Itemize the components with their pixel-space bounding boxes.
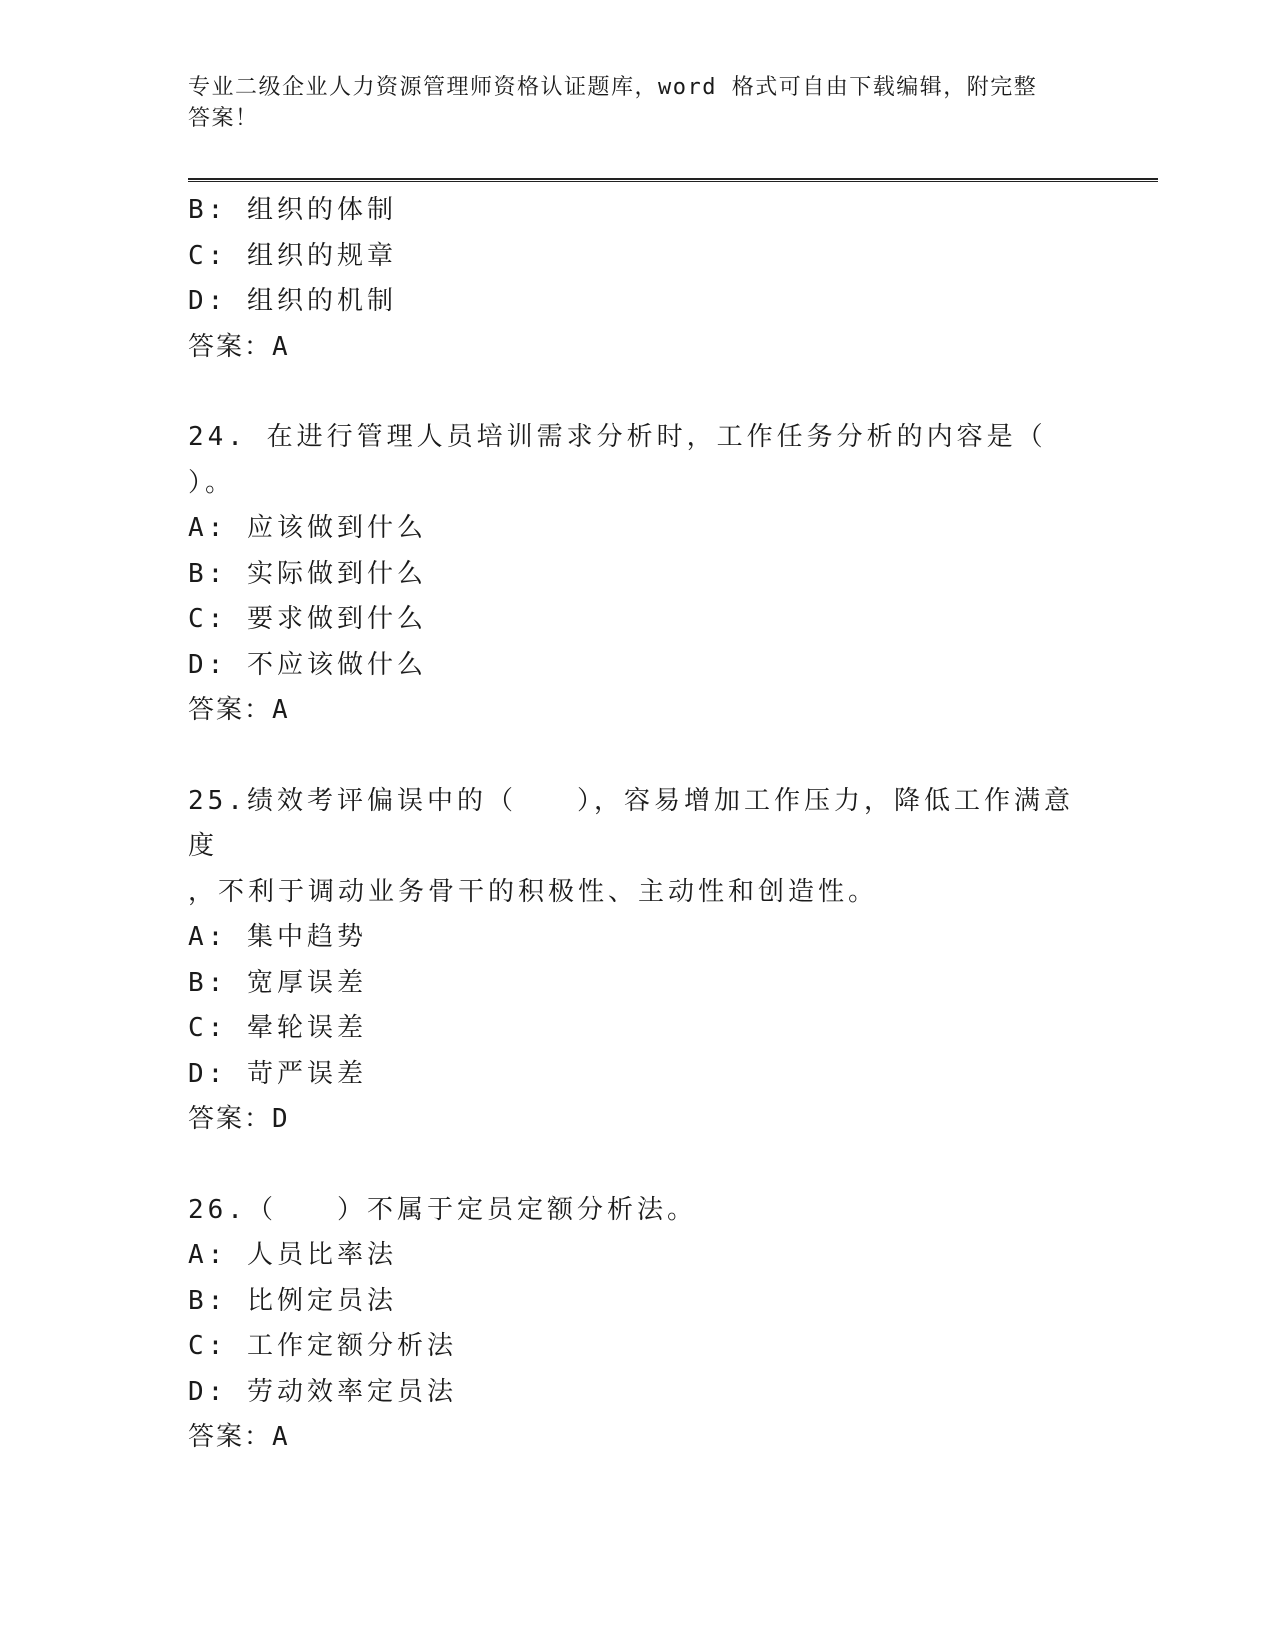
option-text: 实际做到什么 bbox=[246, 558, 427, 589]
option-a bbox=[188, 915, 1088, 961]
option-text: 组织的体制 bbox=[246, 195, 397, 225]
option-d bbox=[188, 1052, 1088, 1098]
answer-line bbox=[188, 1415, 1088, 1461]
option-b bbox=[188, 1279, 1088, 1325]
question-stem: 26.（ ）不属于定员定额分析法。 bbox=[188, 1194, 697, 1225]
option-label: B: bbox=[188, 558, 228, 589]
question-stem: ，不利于调动业务骨干的积极性、主动性和创造性。 bbox=[188, 876, 879, 907]
answer-label: 答案： bbox=[188, 331, 273, 362]
option-d bbox=[188, 643, 1088, 689]
page-header bbox=[188, 72, 1088, 134]
option-label: A: bbox=[188, 1240, 228, 1270]
option-b bbox=[188, 961, 1088, 1007]
option-label: A: bbox=[188, 922, 228, 952]
option-d bbox=[188, 279, 1088, 325]
option-text: 组织的规章 bbox=[246, 240, 397, 271]
option-c bbox=[188, 234, 1088, 280]
header-line-2: 答案！ bbox=[188, 106, 259, 131]
answer-label: 答案： bbox=[188, 695, 273, 725]
question-24 bbox=[188, 415, 1088, 734]
answer-label: 答案： bbox=[188, 1104, 273, 1134]
option-text: 宽厚误差 bbox=[246, 967, 367, 998]
option-text: 组织的机制 bbox=[246, 286, 397, 316]
option-text: 晕轮误差 bbox=[246, 1013, 367, 1043]
option-text: 要求做到什么 bbox=[246, 604, 427, 634]
option-text: 应该做到什么 bbox=[246, 513, 427, 543]
answer-value: A bbox=[272, 331, 288, 362]
option-a bbox=[188, 1233, 1088, 1279]
option-label: B: bbox=[188, 1285, 228, 1316]
option-text: 劳动效率定员法 bbox=[246, 1376, 457, 1407]
option-label: B: bbox=[188, 195, 228, 225]
option-label: D: bbox=[188, 286, 228, 316]
option-text: 人员比率法 bbox=[246, 1240, 397, 1270]
option-text: 比例定员法 bbox=[246, 1285, 397, 1316]
option-label: C: bbox=[188, 1013, 228, 1043]
option-c bbox=[188, 597, 1088, 643]
answer-line bbox=[188, 688, 1088, 734]
question-stem: ）。 bbox=[188, 467, 236, 498]
option-label: D: bbox=[188, 1376, 228, 1407]
option-label: A: bbox=[188, 513, 228, 543]
option-c bbox=[188, 1324, 1088, 1370]
answer-value: A bbox=[272, 1422, 288, 1452]
document-body bbox=[188, 188, 1088, 1461]
option-label: B: bbox=[188, 967, 228, 998]
answer-value: A bbox=[272, 695, 288, 725]
question-26 bbox=[188, 1188, 1088, 1461]
continued-question-block bbox=[188, 188, 1088, 370]
option-text: 集中趋势 bbox=[246, 922, 367, 952]
answer-value: D bbox=[272, 1104, 288, 1134]
option-c bbox=[188, 1006, 1088, 1052]
header-line-1: 专业二级企业人力资源管理师资格认证题库，word 格式可自由下载编辑，附完整 bbox=[188, 75, 1038, 100]
option-label: C: bbox=[188, 1331, 228, 1361]
option-label: D: bbox=[188, 649, 228, 680]
option-text: 不应该做什么 bbox=[246, 649, 427, 680]
answer-line bbox=[188, 1097, 1088, 1143]
option-text: 苛严误差 bbox=[246, 1058, 367, 1089]
answer-line bbox=[188, 325, 1088, 371]
option-a bbox=[188, 506, 1088, 552]
option-label: C: bbox=[188, 604, 228, 634]
question-stem: 25.绩效考评偏误中的（ ），容易增加工作压力，降低工作满意度 bbox=[188, 785, 1074, 861]
question-stem: 24. 在进行管理人员培训需求分析时，工作任务分析的内容是（ bbox=[188, 422, 1047, 452]
answer-label: 答案： bbox=[188, 1422, 273, 1452]
option-d bbox=[188, 1370, 1088, 1416]
option-label: D: bbox=[188, 1058, 228, 1089]
option-label: C: bbox=[188, 240, 228, 271]
option-b bbox=[188, 188, 1088, 234]
header-divider bbox=[188, 178, 1158, 182]
question-25 bbox=[188, 779, 1088, 1143]
option-b bbox=[188, 552, 1088, 598]
option-text: 工作定额分析法 bbox=[246, 1331, 457, 1361]
